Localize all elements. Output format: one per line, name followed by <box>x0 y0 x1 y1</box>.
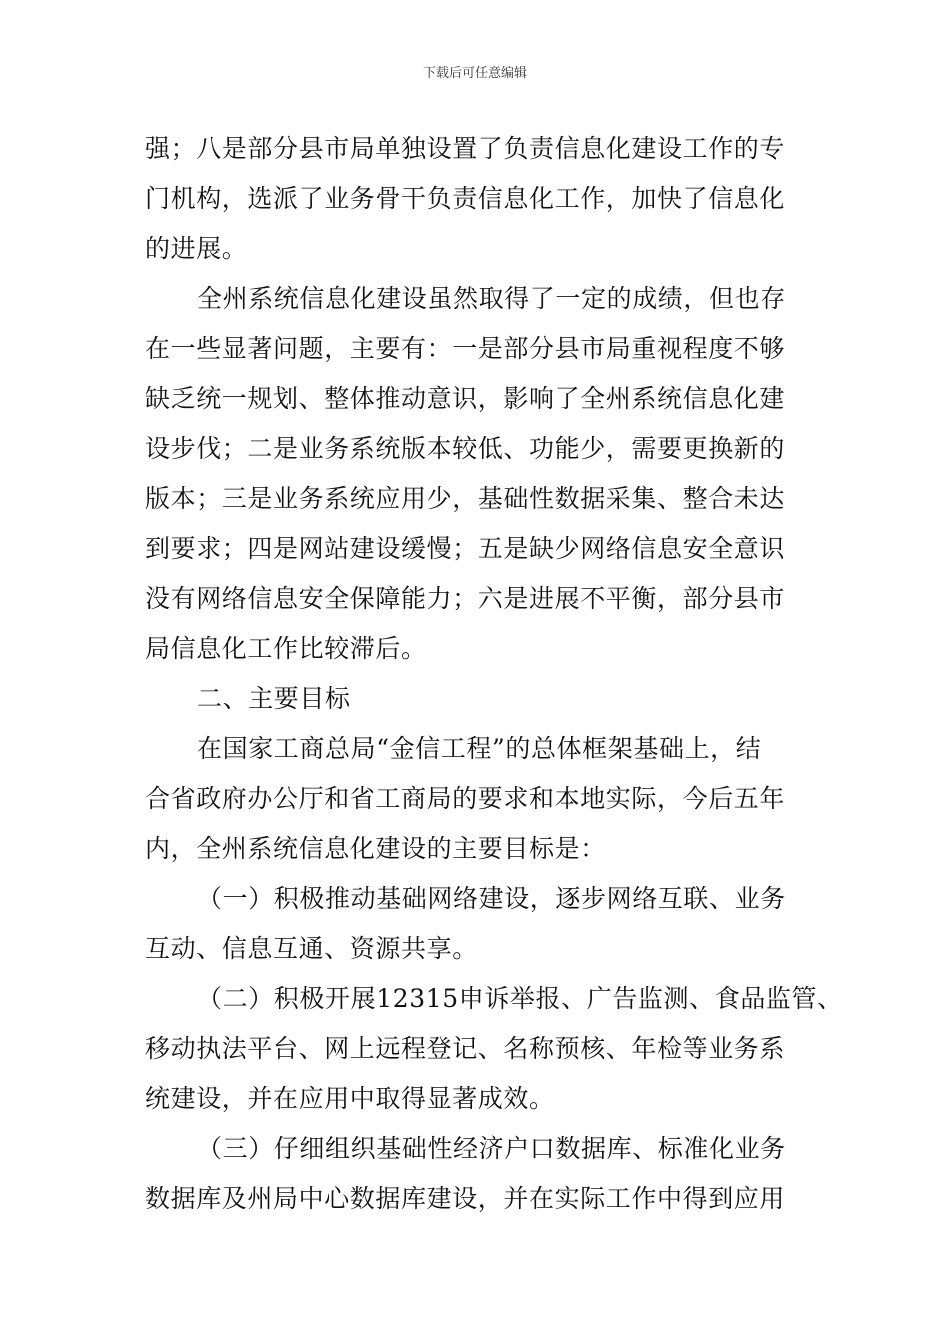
page-header: 下载后可任意编辑 <box>422 66 527 81</box>
text-line: 版本；三是业务系统应用少，基础性数据采集、整合未达 <box>145 484 786 513</box>
text-line: （三）仔细组织基础性经济户口数据库、标准化业务 <box>197 1134 786 1163</box>
text-line: 移动执法平台、网上远程登记、名称预核、年检等业务系 <box>145 1034 786 1063</box>
text-line: 统建设，并在应用中取得显著成效。 <box>145 1084 555 1113</box>
document-body <box>145 124 845 1224</box>
text-line: 全州系统信息化建设虽然取得了一定的成绩，但也存 <box>197 284 786 313</box>
text-line: 缺乏统一规划、整体推动意识，影响了全州系统信息化建 <box>145 384 786 413</box>
text-line: （二）积极开展12315申诉举报、广告监测、食品监管、 <box>197 984 843 1013</box>
text-line: 局信息化工作比较滞后。 <box>145 634 427 663</box>
text-line: 在一些显著问题，主要有：一是部分县市局重视程度不够 <box>145 334 786 363</box>
text-line: 强；八是部分县市局单独设置了负责信息化建设工作的专 <box>145 134 786 163</box>
text-line: 到要求；四是网站建设缓慢；五是缺少网络信息安全意识 <box>145 534 786 563</box>
text-line: 二、主要目标 <box>197 684 351 713</box>
text-line: 内，全州系统信息化建设的主要目标是： <box>145 834 606 863</box>
text-line: 在国家工商总局“金信工程”的总体框架基础上，结 <box>197 734 762 763</box>
text-line: 的进展。 <box>145 234 248 263</box>
text-line: （一）积极推动基础网络建设，逐步网络互联、业务 <box>197 884 786 913</box>
text-line: 设步伐；二是业务系统版本较低、功能少，需要更换新的 <box>145 434 786 463</box>
text-line: 互动、信息互通、资源共享。 <box>145 934 478 963</box>
text-line: 数据库及州局中心数据库建设，并在实际工作中得到应用 <box>145 1184 786 1213</box>
text-line: 门机构，选派了业务骨干负责信息化工作，加快了信息化 <box>145 184 786 213</box>
text-line: 没有网络信息安全保障能力；六是进展不平衡，部分县市 <box>145 584 786 613</box>
text-line: 合省政府办公厅和省工商局的要求和本地实际，今后五年 <box>145 784 786 813</box>
